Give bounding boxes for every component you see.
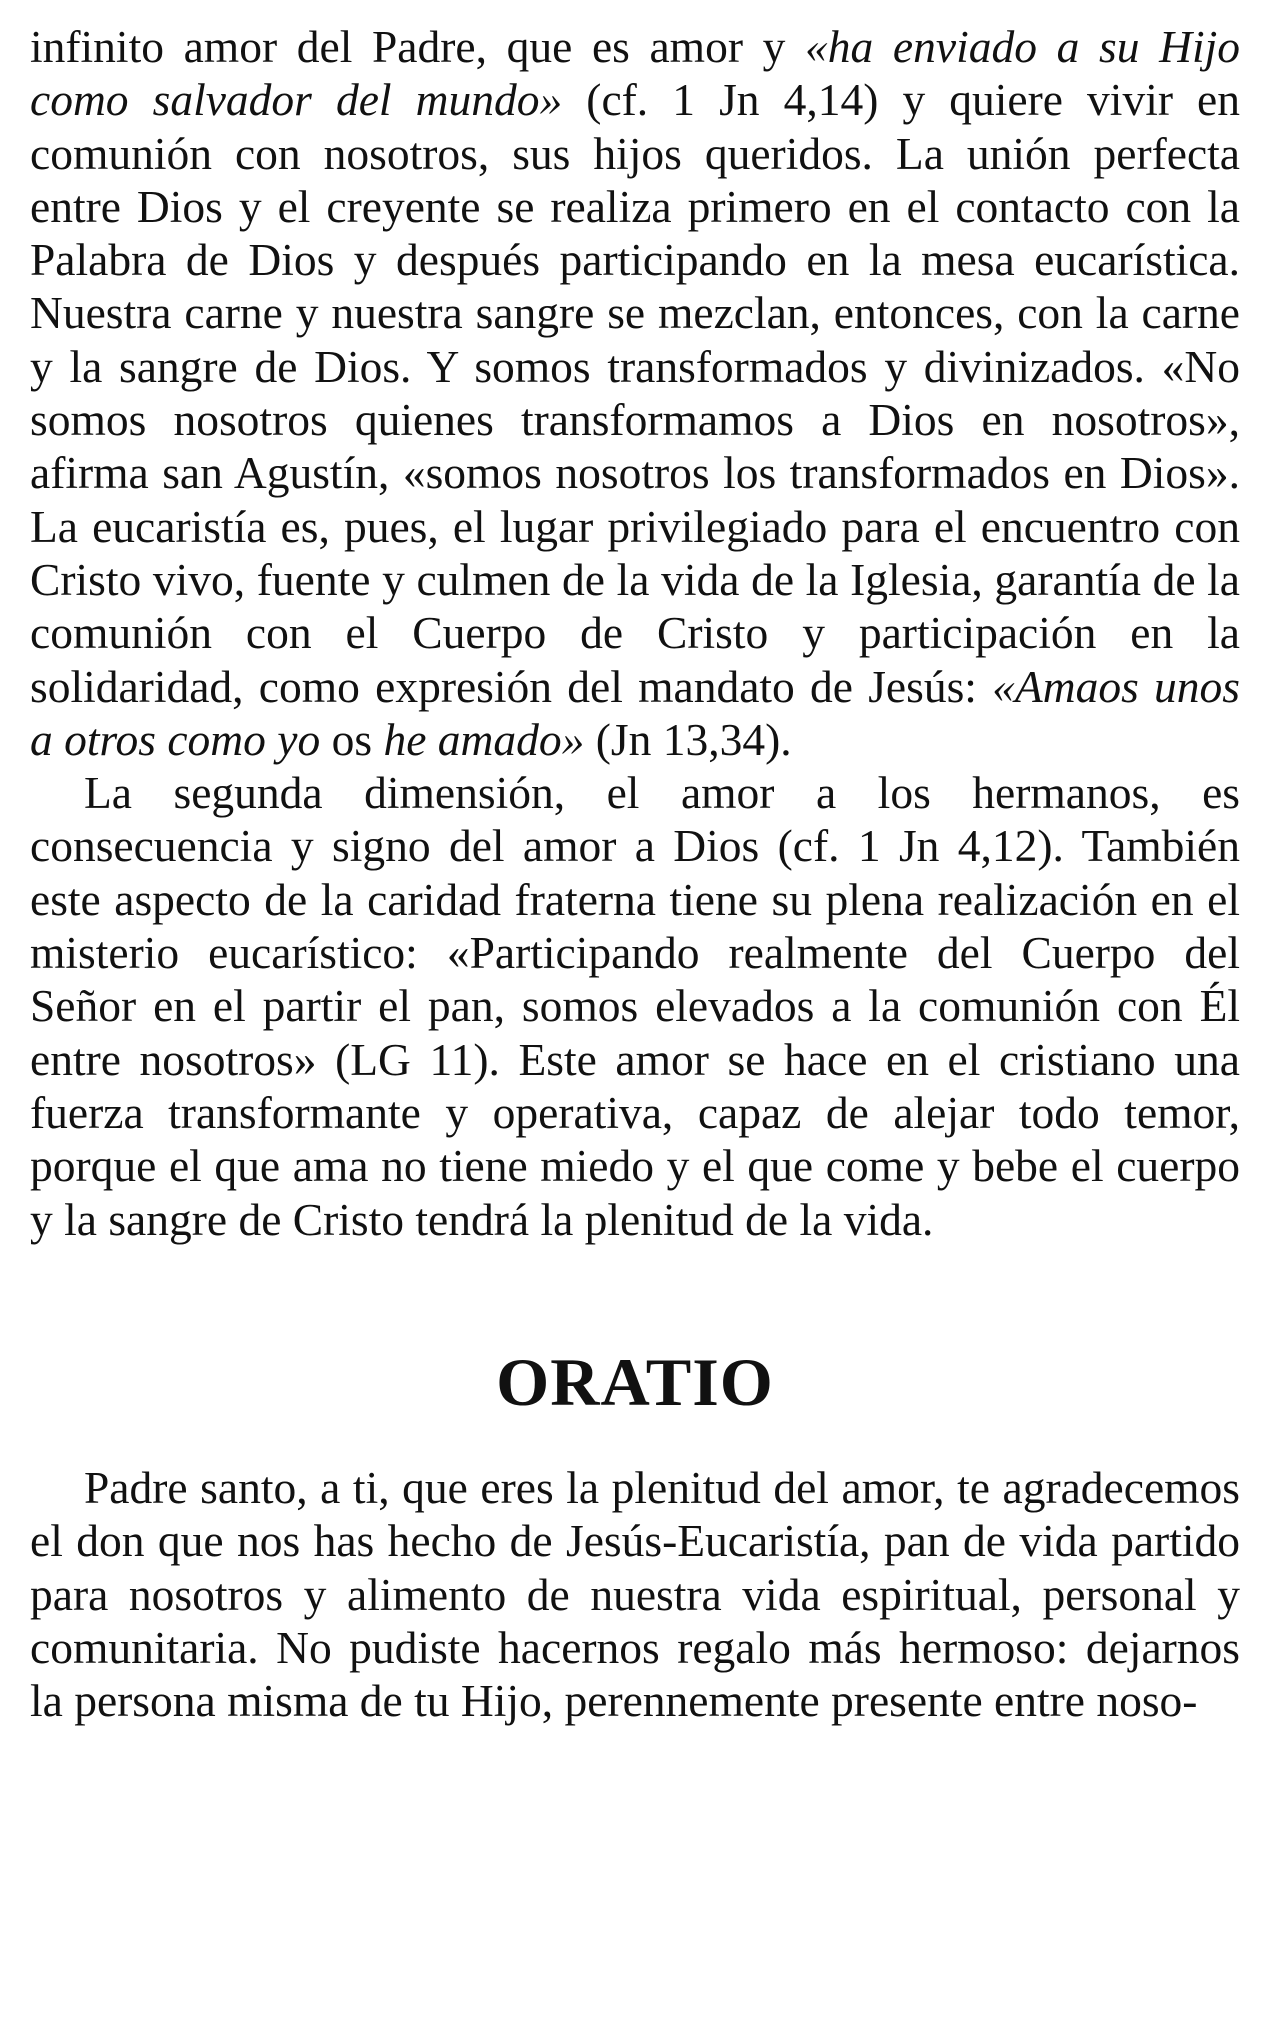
paragraph-1-text-a: infinito amor del Padre, que es amor y [30, 21, 806, 72]
paragraph-love-of-brothers: La segunda dimensión, el amor a los hermanos, es consecuencia y signo del amor a Dios (cf. 1 Jn 4,12). También este aspecto de la caridad fraterna tiene su plena realización en el misterio eucarístico: «Participando realmente del Cuerpo del Señor en el partir el pan, somos elevados a la comunión con Él entre nosotros» (LG 11). Este amor se hace en el cristiano una fuerza transformante y operativa, capaz de alejar todo temor, porque el que ama no tiene miedo y el que come y bebe el cuerpo y la sangre de Cristo tendrá la plenitud de la vida. [30, 767, 1240, 1245]
section-gap [30, 1246, 1240, 1356]
paragraph-eucharist-love [30, 20, 1240, 766]
paragraph-prayer: Padre santo, a ti, que eres la plenitud del amor, te agradecemos el don que nos has hecho de Jesús-Eucaristía, pan de vida partido para nosotros y alimento de nuestra vida espiritual, personal y comunitaria. No pudiste hacernos regalo más hermoso: dejarnos la persona misma de tu Hijo, perennemente presente entre noso- [30, 1462, 1240, 1727]
scripture-quote-love-one-another-a: «Amaos unos a otros como yo [30, 660, 1240, 765]
paragraph-1-text-d: (Jn 13,34). [584, 713, 792, 765]
paragraph-1-text-b: (cf. 1 Jn 4,14) y quiere vivir en comunión con nosotros, sus hijos queridos. La unión perfecta entre Dios y el creyente se realiza primero en el contacto con la Palabra de Dios y después participando en la mesa eucarística. Nuestra carne y nuestra sangre se mezclan, entonces, con la carne y la sangre de Dios. Y somos transformados y divinizados. «No somos nosotros quienes transformamos a Dios en nosotros», afirma san Agustín, «somos nosotros los transformados en Dios». La eucaristía es, pues, el lugar privilegiado para el encuentro con Cristo vivo, fuente y culmen de la vida de la Iglesia, garantía de la comunión con el Cuerpo de Cristo y participación en la solidaridad, como expresión del mandato de Jesús: [30, 74, 1241, 712]
scripture-quote-savior: «ha enviado a su Hijo como salvador del mundo» [30, 21, 1240, 126]
section-heading-oratio: ORATIO [496, 1343, 774, 1420]
paragraph-1-text-c: os [320, 713, 384, 765]
scripture-quote-love-one-another-b: he amado» [383, 713, 585, 765]
book-page [30, 20, 1240, 1728]
